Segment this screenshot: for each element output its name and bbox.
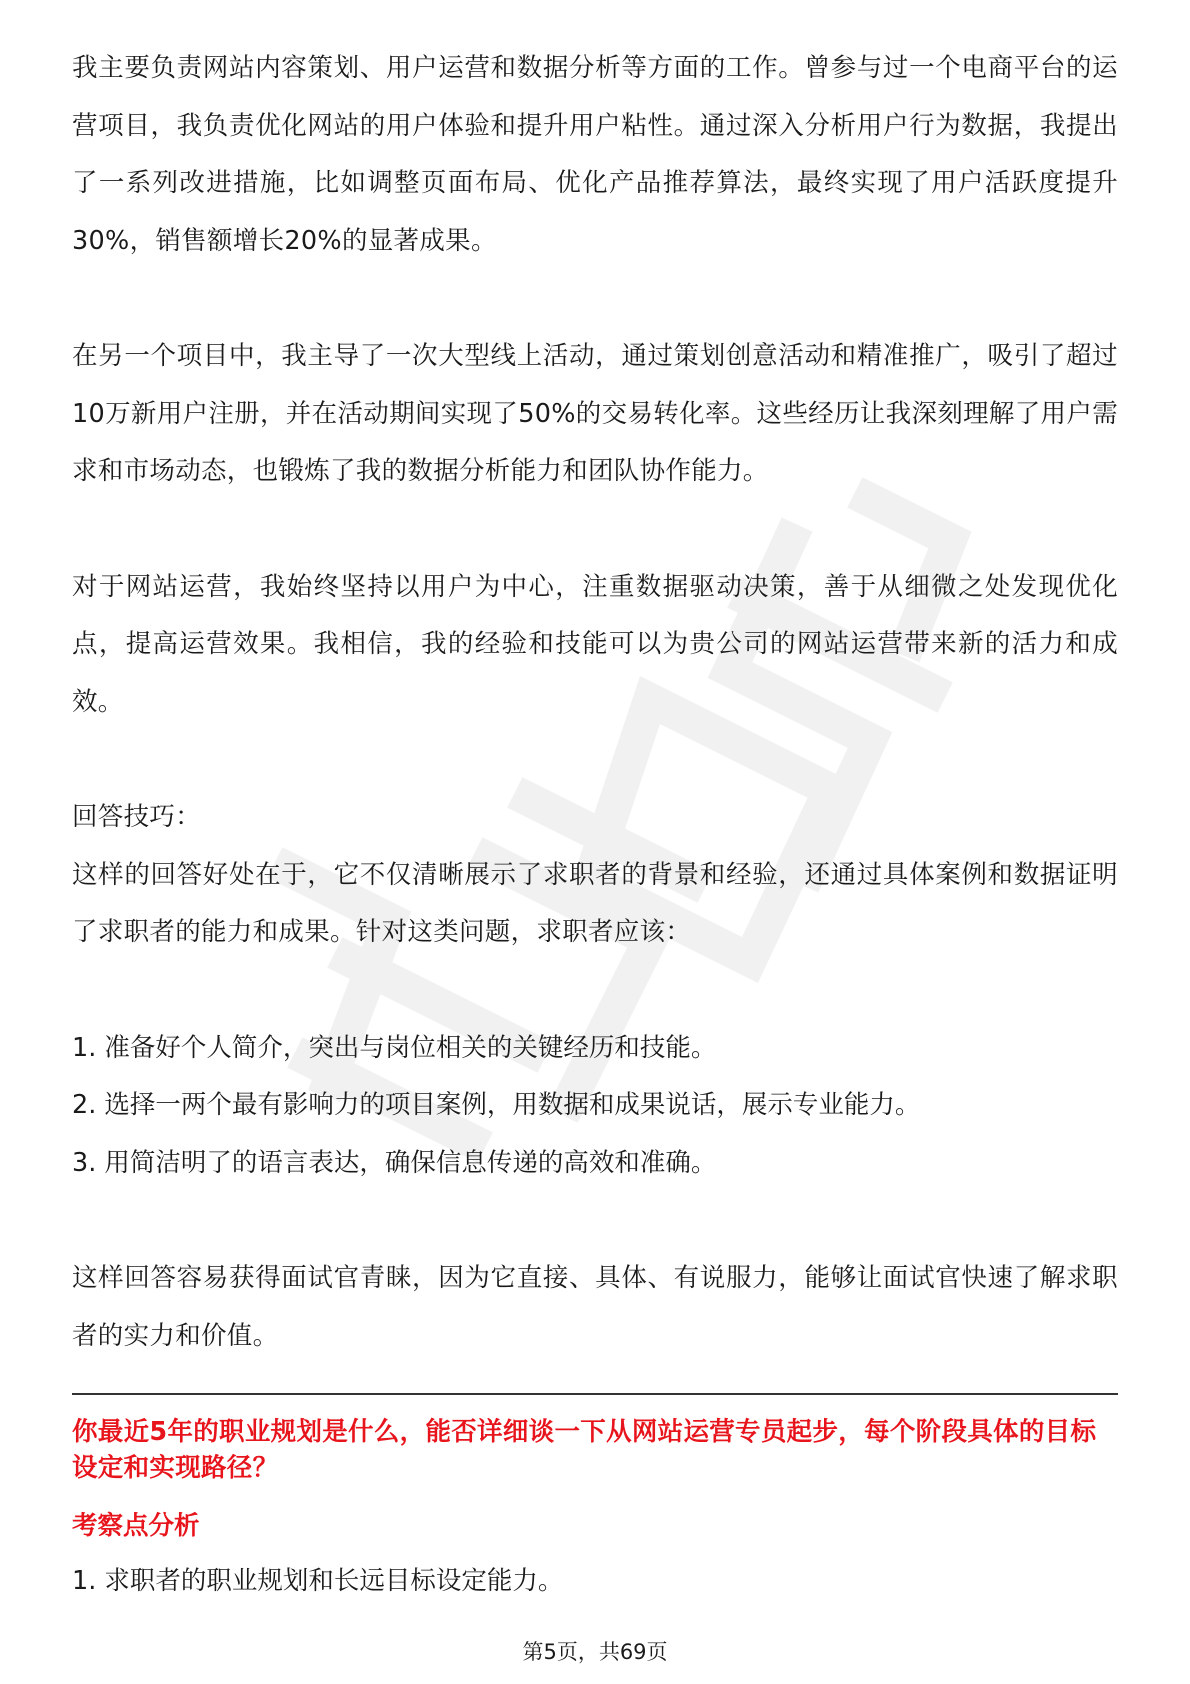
paragraph-philosophy: 对于网站运营，我始终坚持以用户为中心，注重数据驱动决策，善于从细微之处发现优化点，提高运营效果。我相信，我的经验和技能可以为贵公司的网站运营带来新的活力和成效。 [72, 571, 1118, 717]
analysis-item: 1. 求职者的职业规划和长远目标设定能力。 [72, 1566, 564, 1596]
list-item: 3. 用简洁明了的语言表达，确保信息传递的高效和准确。 [72, 1147, 717, 1178]
question-heading: 你最近5年的职业规划是什么，能否详细谈一下从网站运营专员起步，每个阶段具体的目标设定和实现路径？ [72, 1417, 1097, 1483]
page-number: 第5页，共69页 [522, 1640, 668, 1664]
tips-text: 这样的回答好处在于，它不仅清晰展示了求职者的背景和经验，还通过具体案例和数据证明了求职者的能力和成果。针对这类问题，求职者应该： [72, 859, 1118, 947]
analysis-heading: 考察点分析 [72, 1511, 200, 1541]
tips-label: 回答技巧： [72, 802, 202, 832]
list-item: 1. 准备好个人简介，突出与岗位相关的关键经历和技能。 [72, 1032, 717, 1063]
section-divider [72, 1393, 1118, 1395]
document-body [72, 40, 1118, 1365]
paragraph-experience: 我主要负责网站内容策划、用户运营和数据分析等方面的工作。曾参与过一个电商平台的运营项目，我负责优化网站的用户体验和提升用户粘性。通过深入分析用户行为数据，我提出了一系列改进措施，比如调整页面布局、优化产品推荐算法，最终实现了用户活跃度提升30%，销售额增长20%的显著成果。 [72, 53, 1118, 256]
paragraph-conclusion: 这样回答容易获得面试官青睐，因为它直接、具体、有说服力，能够让面试官快速了解求职者的实力和价值。 [72, 1263, 1118, 1351]
paragraph-project: 在另一个项目中，我主导了一次大型线上活动，通过策划创意活动和精准推广，吸引了超过10万新用户注册，并在活动期间实现了50%的交易转化率。这些经历让我深刻理解了用户需求和市场动态，也锻炼了我的数据分析能力和团队协作能力。 [72, 341, 1118, 486]
list-item: 2. 选择一两个最有影响力的项目案例，用数据和成果说话，展示专业能力。 [72, 1090, 921, 1120]
